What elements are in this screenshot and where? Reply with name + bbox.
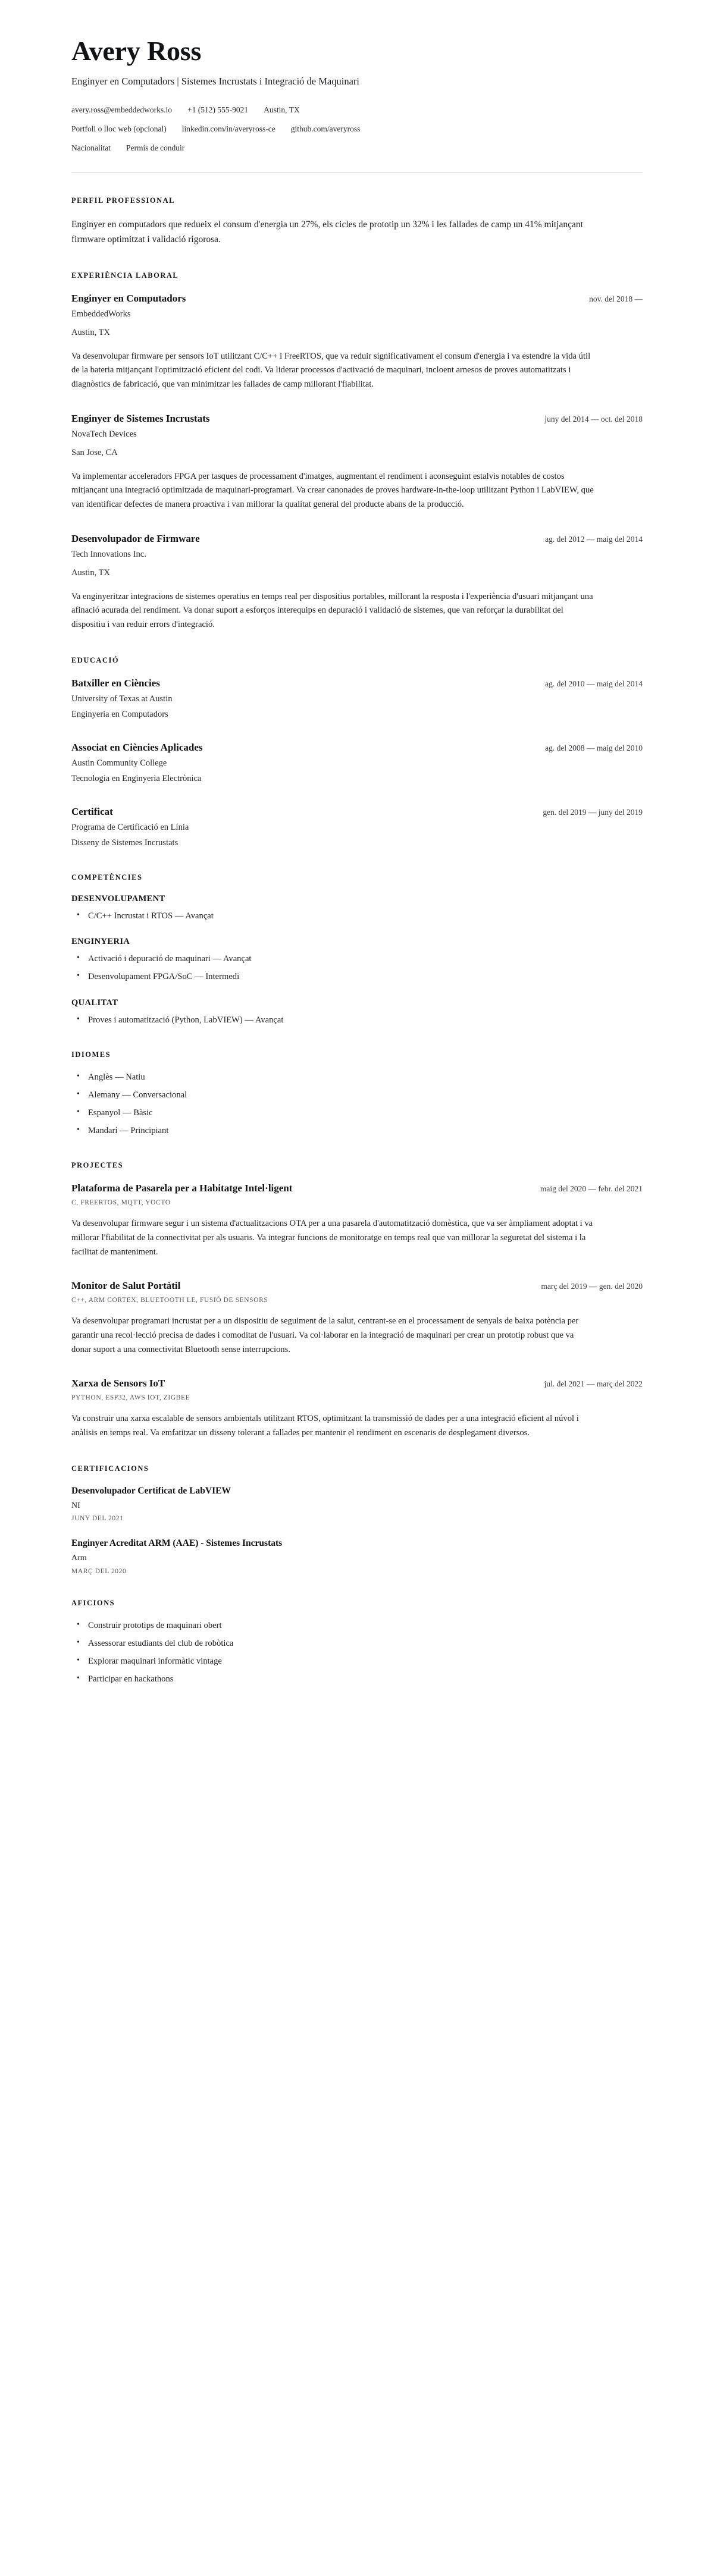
degree-field: Enginyeria en Computadors — [71, 709, 168, 719]
project-title: Xarxa de Sensors IoT — [71, 1378, 165, 1389]
project-entry — [71, 1377, 643, 1440]
job-location: Austin, TX — [71, 327, 110, 337]
job-description: Va implementar acceleradors FPGA per tasques de processament d'imatges, augmentant el rendiment i aconseguint estalvis notables de costos mitjançant una integració optimitzada de maquinari-programari. Va crear canonades de proves hardware-in-the-loop utilitzant Python i LabVIEW, que van identificar defectes de manera proactiva i van millorar la qualitat general del producte abans de la producció. — [71, 471, 594, 509]
skill-item: • C/C++ Incrustat i RTOS — Avançat — [87, 910, 643, 923]
education-entry — [71, 677, 643, 721]
entry-header — [71, 412, 643, 425]
certification-entry — [71, 1538, 643, 1574]
entry-header — [71, 292, 643, 305]
job-date: juny del 2014 — oct. del 2018 — [544, 414, 643, 423]
skill-group — [71, 937, 643, 983]
candidate-headline: Enginyer en Computadors | Sistemes Incrustats i Integració de Maquinari — [71, 76, 359, 87]
interest-item: • Assessorar estudiants del club de robòtica — [87, 1637, 643, 1650]
certification-issuer: Arm — [71, 1554, 87, 1563]
project-description: Va desenvolupar firmware segur i un sistema d'actualitzacions OTA per a una pasarela d'automatització domèstica, que va ser àmpliament adoptat i va millorar l'fiabilitat de la connectivitat per als usuaris. Va integrar funcions de monitoratge en temps real que van millorar la seguretat del sistema i la facilitat de manteniment. — [71, 1219, 593, 1257]
project-tech-stack: C++, ARM CORTEX, BLUETOOTH LE, FUSIÓ DE SENSORS — [71, 1297, 268, 1304]
school-name: Austin Community College — [71, 758, 167, 768]
project-entry — [71, 1182, 643, 1259]
project-title: Monitor de Salut Portàtil — [71, 1280, 181, 1292]
entry-header — [71, 1377, 643, 1390]
degree-field: Disseny de Sistemes Incrustats — [71, 838, 178, 848]
certification-entry — [71, 1485, 643, 1522]
skill-item: • Proves i automatització (Python, LabVIEW) — Avançat — [87, 1014, 643, 1027]
section-title-experience: EXPERIÈNCIA LABORAL — [71, 271, 179, 280]
experience-entry — [71, 412, 643, 512]
section-projects — [71, 1161, 643, 1440]
language-item: • Alemany — Conversacional — [87, 1089, 643, 1102]
skill-group-title: QUALITAT — [71, 997, 118, 1008]
project-date: maig del 2020 — febr. del 2021 — [540, 1184, 643, 1194]
contact-row-links — [71, 123, 643, 135]
skill-group — [71, 998, 643, 1027]
school-name: University of Texas at Austin — [71, 694, 173, 704]
education-entry — [71, 741, 643, 785]
job-location: Austin, TX — [71, 567, 110, 578]
project-date: jul. del 2021 — març del 2022 — [544, 1379, 643, 1389]
contact-nationality[interactable]: Nacionalitat — [71, 143, 111, 153]
certification-issuer: NI — [71, 1501, 80, 1510]
job-title: Desenvolupador de Firmware — [71, 532, 200, 544]
languages-list — [71, 1071, 643, 1138]
education-entry — [71, 805, 643, 849]
skill-group-title: ENGINYERIA — [71, 937, 130, 947]
project-tech-stack: PYTHON, ESP32, AWS IOT, ZIGBEE — [71, 1394, 190, 1402]
section-title-projects: PROJECTES — [71, 1161, 124, 1170]
section-title-interests: AFICIONS — [71, 1598, 115, 1607]
section-experience — [71, 271, 643, 632]
job-date: nov. del 2018 — — [589, 294, 643, 303]
job-organization: NovaTech Devices — [71, 429, 137, 439]
experience-entry — [71, 532, 643, 632]
certification-title: Desenvolupador Certificat de LabVIEW — [71, 1485, 231, 1496]
degree-date: ag. del 2010 — maig del 2014 — [545, 679, 643, 688]
job-location: San Jose, CA — [71, 447, 118, 457]
section-skills — [71, 873, 643, 1027]
entry-header — [71, 677, 643, 690]
contact-location[interactable]: Austin, TX — [264, 105, 300, 114]
skills-list — [71, 894, 643, 1027]
section-title-languages: IDIOMES — [71, 1050, 111, 1059]
job-description: Va enginyeritzar integracions de sistemes operatius en temps real per dispositius portables, millorant la resposta i l'experiència d'usuari mitjançant una afinació acurada del rendiment. Va donar suport a esforços interequips en depuració i validació de sistemes, que van reforçar la durabilitat del dispositiu i van reduir errors d'integració. — [71, 591, 593, 630]
skill-item: • Activació i depuració de maquinari — Avançat — [87, 953, 643, 965]
skill-item-list — [71, 910, 643, 923]
section-certifications — [71, 1464, 643, 1575]
language-item: • Espanyol — Bàsic — [87, 1107, 643, 1119]
education-list — [71, 677, 643, 849]
job-title: Enginyer en Computadors — [71, 292, 186, 304]
candidate-name: Avery Ross — [71, 36, 202, 66]
interest-item: • Construir prototips de maquinari obert — [87, 1620, 643, 1632]
degree-title: Associat en Ciències Aplicades — [71, 741, 203, 753]
job-organization: EmbeddedWorks — [71, 309, 131, 319]
section-profile — [71, 196, 643, 247]
skill-item-list — [71, 1014, 643, 1027]
section-title-profile: PERFIL PROFESSIONAL — [71, 196, 176, 205]
projects-list — [71, 1182, 643, 1440]
project-date: març del 2019 — gen. del 2020 — [541, 1282, 643, 1291]
project-title: Plataforma de Pasarela per a Habitatge Intel·ligent — [71, 1182, 293, 1194]
project-tech-stack: C, FREERTOS, MQTT, YOCTO — [71, 1199, 171, 1207]
experience-entry — [71, 292, 643, 392]
resume-header — [71, 37, 643, 172]
contact-row-extra — [71, 142, 643, 154]
certification-date: MARÇ DEL 2020 — [71, 1567, 127, 1575]
project-entry — [71, 1279, 643, 1357]
job-date: ag. del 2012 — maig del 2014 — [545, 534, 643, 544]
interest-item: • Participar en hackathons — [87, 1673, 643, 1686]
certification-date: JUNY DEL 2021 — [71, 1515, 124, 1523]
interest-item: • Explorar maquinari informàtic vintage — [87, 1655, 643, 1668]
degree-date: gen. del 2019 — juny del 2019 — [543, 807, 643, 817]
section-title-education: EDUCACIÓ — [71, 655, 120, 664]
degree-title: Certificat — [71, 805, 113, 817]
degree-date: ag. del 2008 — maig del 2010 — [545, 743, 643, 752]
section-title-skills: COMPETÈNCIES — [71, 873, 143, 882]
project-description: Va desenvolupar programari incrustat per a un dispositiu de seguiment de la salut, centrant-se en el processament de senyals de baixa potència per garantir una recol·lecció precisa de dades i comoditat de l'usuari. Va col·laborar en la integració de maquinari per crear un prototip robust que va donar suport a una connectivitat Bluetooth sense interrupcions. — [71, 1316, 579, 1354]
certification-title: Enginyer Acreditat ARM (AAE) - Sistemes Incrustats — [71, 1538, 283, 1549]
project-description: Va construir una xarxa escalable de sensors ambientals utilitzant RTOS, optimitzant la transmissió de dades per a una integració eficient al núvol i anàlisis en temps real. Va emfatitzar un disseny tolerant a fallades per mantenir el rendiment en escenaris de desplegament diversos. — [71, 1414, 579, 1438]
contact-email[interactable]: avery.ross@embeddedworks.io — [71, 105, 173, 114]
skill-group — [71, 894, 643, 923]
school-name: Programa de Certificació en Línia — [71, 823, 189, 833]
experience-list — [71, 292, 643, 632]
certifications-list — [71, 1485, 643, 1575]
contact-portfolio[interactable]: Portfoli o lloc web (opcional) — [71, 124, 167, 133]
entry-header — [71, 741, 643, 754]
language-item: • Mandarí — Principiant — [87, 1125, 643, 1137]
interests-list — [71, 1620, 643, 1686]
contact-github[interactable]: github.com/averyross — [290, 124, 361, 133]
contact-row-primary — [71, 104, 643, 116]
degree-title: Batxiller en Ciències — [71, 677, 160, 689]
entry-header — [71, 1279, 643, 1292]
contact-phone[interactable]: +1 (512) 555-9021 — [187, 105, 249, 114]
section-languages — [71, 1050, 643, 1138]
section-title-certifications: CERTIFICACIONS — [71, 1464, 149, 1473]
job-title: Enginyer de Sistemes Incrustats — [71, 412, 210, 424]
section-education — [71, 656, 643, 849]
entry-header — [71, 1182, 643, 1195]
section-interests — [71, 1599, 643, 1686]
contact-driving-license[interactable]: Permís de conduir — [126, 143, 185, 153]
skill-item-list — [71, 953, 643, 983]
contact-linkedin[interactable]: linkedin.com/in/averyross-ce — [181, 124, 275, 133]
skill-item: • Desenvolupament FPGA/SoC — Intermedi — [87, 971, 643, 983]
job-description: Va desenvolupar firmware per sensors IoT utilitzant C/C++ i FreeRTOS, que va reduir significativament el consum d'energia i va estendre la vida útil de la bateria mitjançant l'optimització eficient del codi. Va liderar processos d'activació de maquinari, incloent arnesos de proves automatitzats i diagnòstics de fabricació, que van minimitzar les fallades de camp millorant l'fiabilitat. — [71, 351, 591, 389]
profile-summary-text: Enginyer en computadors que redueix el consum d'energia un 27%, els cicles de prototip un 32% i les fallades de camp un 41% mitjançant firmware optimitzat i validació rigorosa. — [71, 219, 583, 245]
job-organization: Tech Innovations Inc. — [71, 549, 146, 559]
degree-field: Tecnologia en Enginyeria Electrònica — [71, 773, 202, 783]
skill-group-title: DESENVOLUPAMENT — [71, 894, 165, 904]
entry-header — [71, 532, 643, 545]
language-item: • Anglès — Natiu — [87, 1071, 643, 1084]
entry-header — [71, 805, 643, 818]
